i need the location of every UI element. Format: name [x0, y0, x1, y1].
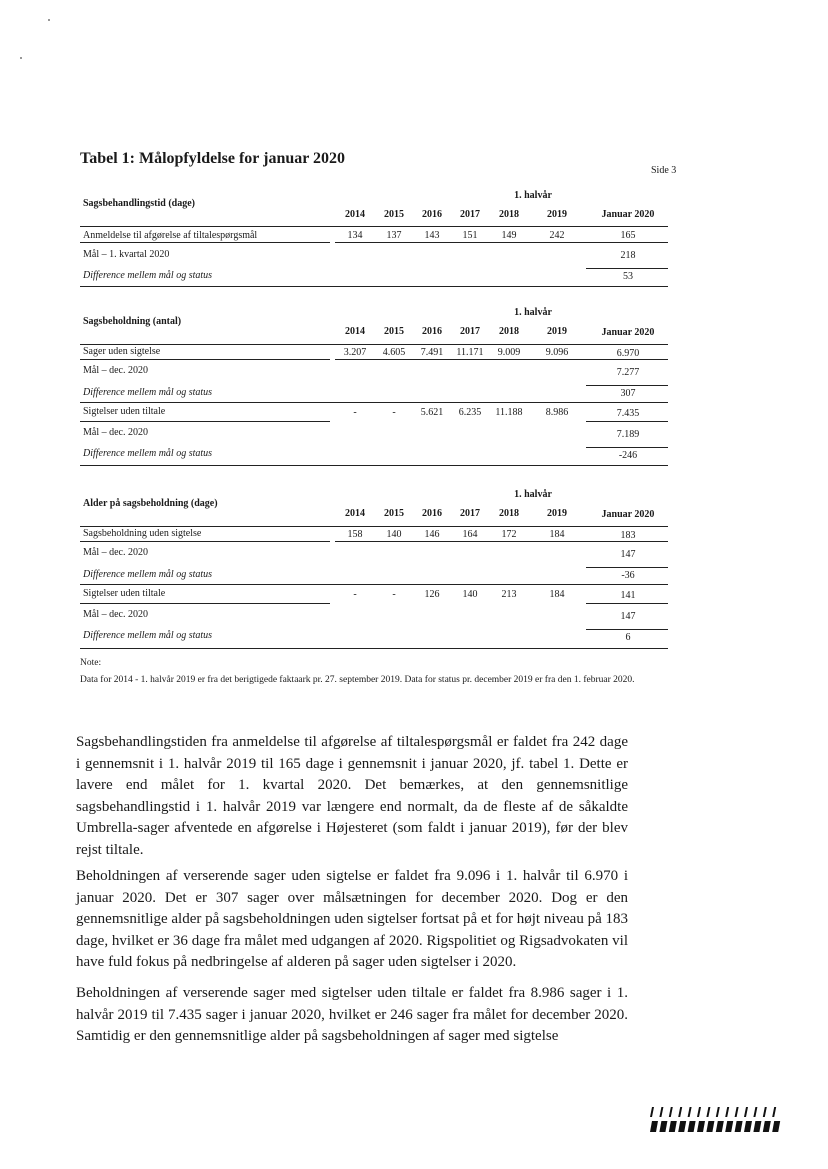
header-rule: [80, 344, 668, 345]
row-rule: [335, 541, 668, 542]
cell-january: 7.189: [616, 429, 640, 440]
header-rule: [80, 226, 668, 227]
barcode-stroke: [688, 1107, 692, 1117]
year-header-2018: 2018: [499, 326, 519, 337]
barcode-stroke: [744, 1121, 752, 1132]
row-label: Sagsbeholdning uden sigtelse: [83, 528, 202, 539]
barcode-stroke: [735, 1107, 739, 1117]
header-rule: [80, 526, 668, 527]
cell-value: 137: [386, 230, 402, 241]
row-rule: [586, 603, 668, 604]
year-header-2017: 2017: [460, 508, 480, 519]
cell-value: -: [353, 589, 357, 600]
cell-value: 158: [347, 529, 363, 540]
cell-january: 147: [620, 549, 636, 560]
row-rule: [80, 603, 330, 604]
cell-value: 9.009: [497, 347, 521, 358]
cell-january: 218: [620, 250, 636, 261]
year-header-2016: 2016: [422, 326, 442, 337]
barcode-stroke: [650, 1121, 658, 1132]
year-header-2015: 2015: [384, 326, 404, 337]
row-label: Mål – dec. 2020: [83, 547, 148, 558]
cell-value: 184: [549, 589, 565, 600]
barcode-stroke: [772, 1107, 776, 1117]
barcode-stroke: [763, 1107, 767, 1117]
row-label-difference: Difference mellem mål og status: [83, 270, 213, 281]
section-title: Sagsbehandlingstid (dage): [83, 198, 195, 209]
year-header-2016: 2016: [422, 209, 442, 220]
note-title: Note:: [80, 658, 102, 668]
year-header-2015: 2015: [384, 508, 404, 519]
note-text: Data for 2014 - 1. halvår 2019 er fra det berigtigede faktaark pr. 27. september 2019. Data for status pr. december 2019 er fra den 1. februar 2020.: [80, 675, 635, 685]
cell-value: -: [353, 407, 357, 418]
cell-january: 141: [620, 590, 636, 601]
cell-value: 4.605: [382, 347, 406, 358]
barcode-stroke: [678, 1121, 686, 1132]
section-title: Sagsbeholdning (antal): [83, 316, 182, 327]
row-label: Mål – dec. 2020: [83, 609, 148, 620]
row-rule: [335, 242, 668, 243]
scan-speck: [48, 19, 50, 21]
section-bottom-rule: [80, 465, 668, 466]
cell-value: -: [392, 589, 396, 600]
cell-value: 134: [347, 230, 363, 241]
row-rule: [335, 359, 668, 360]
cell-value: 151: [462, 230, 478, 241]
barcode-stroke: [725, 1121, 733, 1132]
cell-value: 126: [424, 589, 440, 600]
row-label: Mål – 1. kvartal 2020: [83, 249, 170, 260]
row-label-difference: Difference mellem mål og status: [83, 569, 213, 580]
barcode-stroke: [706, 1107, 710, 1117]
cell-value: 8.986: [545, 407, 569, 418]
barcode-stroke: [659, 1107, 663, 1117]
barcode-stroke: [744, 1107, 748, 1117]
barcode-stroke: [659, 1121, 667, 1132]
barcode-stroke: [669, 1121, 677, 1132]
january-header: Januar 2020: [601, 327, 655, 338]
cell-value: -: [392, 407, 396, 418]
row-label: Sigtelser uden tiltale: [83, 588, 166, 599]
half-year-header-top: 1. halvår: [514, 307, 552, 318]
year-header-2017: 2017: [460, 209, 480, 220]
barcode-stroke: [650, 1107, 654, 1117]
half-year-header-top: 1. halvår: [514, 489, 552, 500]
cell-value: 149: [501, 230, 517, 241]
barcode-stroke: [706, 1121, 714, 1132]
sum-rule: [586, 447, 668, 448]
barcode-stroke: [697, 1121, 705, 1132]
body-paragraph: Beholdningen af verserende sager med sigtelser uden tiltale er faldet fra 8.986 sager i 1. halvår 2019 til 7.435 sager i januar 2020, hvilket er 246 sager fra målet for december 2020. Samtidig er den gennemsnitlige alder på sagsbeholdningen af sager med sigtelse: [76, 985, 628, 1044]
barcode-stroke: [763, 1121, 771, 1132]
barcode-mark: [648, 1105, 782, 1133]
page-number: Side 3: [651, 165, 677, 176]
row-label-difference: Difference mellem mål og status: [83, 387, 213, 398]
table-title: Tabel 1: Målopfyldelse for januar 2020: [80, 150, 346, 167]
barcode-stroke: [772, 1121, 780, 1132]
barcode-stroke: [725, 1107, 729, 1117]
body-paragraph: Sagsbehandlingstiden fra anmeldelse til afgørelse af tiltalespørgsmål er faldet fra 242 dage i gennemsnit i 1. halvår 2019 til 165 dage i gennemsnit i januar 2020, jf. tabel 1. Dette er lavere end målet for 1. kvartal 2020. Det bemærkes, at den gennemsnitlige sagsbehandlingstid i 1. halvår 2019 var længere end normalt, da de fleste af de såkaldte Umbrella-sager afventede en afgørelse i Højesteret (som faldt i januar 2019), før der blev rejst tiltale.: [76, 734, 628, 858]
cell-value: 164: [462, 529, 478, 540]
cell-value: 140: [462, 589, 478, 600]
row-label-difference: Difference mellem mål og status: [83, 630, 213, 641]
cell-value: 9.096: [545, 347, 569, 358]
cell-value: 3.207: [343, 347, 367, 358]
year-header-2016: 2016: [422, 508, 442, 519]
table-section-processing-time: [80, 190, 668, 295]
row-label: Mål – dec. 2020: [83, 427, 148, 438]
year-header-2015: 2015: [384, 209, 404, 220]
cell-january: -36: [621, 570, 635, 581]
cell-january: 165: [620, 230, 636, 241]
cell-january: 6: [625, 632, 631, 643]
year-header-2014: 2014: [345, 326, 365, 337]
section-title: Alder på sagsbeholdning (dage): [83, 498, 218, 509]
half-year-header-top: 1. halvår: [514, 190, 552, 201]
barcode-stroke: [697, 1107, 701, 1117]
table-section-case-age: [80, 489, 668, 654]
row-label: Mål – dec. 2020: [83, 365, 148, 376]
cell-january: 7.277: [616, 367, 640, 378]
year-header-2018: 2018: [499, 209, 519, 220]
barcode-stroke: [688, 1121, 696, 1132]
cell-value: 146: [424, 529, 440, 540]
year-header-2014: 2014: [345, 209, 365, 220]
section-bottom-rule: [80, 648, 668, 649]
january-header: Januar 2020: [601, 509, 655, 520]
cell-value: 11.171: [456, 347, 484, 358]
cell-value: 7.491: [420, 347, 444, 358]
cell-value: 184: [549, 529, 565, 540]
barcode-stroke: [716, 1107, 720, 1117]
row-label: Anmeldelse til afgørelse af tiltalespørgsmål: [83, 230, 258, 241]
half-year-header-bottom: 2019: [547, 209, 567, 220]
row-label: Sager uden sigtelse: [83, 346, 161, 357]
year-header-2018: 2018: [499, 508, 519, 519]
half-year-header-bottom: 2019: [547, 326, 567, 337]
year-header-2017: 2017: [460, 326, 480, 337]
cell-value: 143: [424, 230, 440, 241]
january-header: Januar 2020: [601, 209, 655, 220]
barcode-stroke: [669, 1107, 673, 1117]
cell-january: 307: [620, 388, 636, 399]
row-label-difference: Difference mellem mål og status: [83, 448, 213, 459]
body-paragraph: Beholdningen af verserende sager uden sigtelse er faldet fra 9.096 i 1. halvår til 6.970 i januar 2020. Det er 307 sager over målsætningen for december 2020. Dog er den gennemsnitlige alder på sagsbeholdningen uden sigtelser fortsat på et for højt niveau på 183 dage, hvilket er 36 dage fra målet med udgangen af 2020. Rigspolitiet og Rigsadvokaten vil have fuld fokus på nedbringelse af alderen på sager uden sigtelser i 2020.: [76, 868, 628, 970]
cell-january: 147: [620, 611, 636, 622]
cell-value: 11.188: [495, 407, 523, 418]
cell-january: 6.970: [616, 348, 640, 359]
table-section-case-holdings: [80, 307, 668, 472]
sum-rule: [586, 385, 668, 386]
sum-rule: [586, 567, 668, 568]
barcode-stroke: [753, 1107, 757, 1117]
barcode-stroke: [735, 1121, 743, 1132]
barcode-stroke: [753, 1121, 761, 1132]
cell-value: 172: [501, 529, 517, 540]
year-header-2014: 2014: [345, 508, 365, 519]
row-rule: [80, 541, 330, 542]
section-bottom-rule: [80, 286, 668, 287]
cell-value: 213: [501, 589, 517, 600]
row-rule: [80, 242, 330, 243]
sum-rule: [586, 629, 668, 630]
row-rule: [80, 402, 668, 403]
cell-value: 242: [549, 230, 565, 241]
scan-speck: [20, 57, 22, 59]
row-rule: [586, 421, 668, 422]
barcode-stroke: [716, 1121, 724, 1132]
cell-january: 53: [623, 271, 633, 282]
row-label: Sigtelser uden tiltale: [83, 406, 166, 417]
cell-value: 140: [386, 529, 402, 540]
row-rule: [80, 359, 330, 360]
cell-january: -246: [618, 450, 638, 461]
cell-january: 7.435: [616, 408, 640, 419]
row-rule: [80, 584, 668, 585]
sum-rule: [586, 268, 668, 269]
cell-january: 183: [620, 530, 636, 541]
cell-value: 6.235: [458, 407, 482, 418]
row-rule: [80, 421, 330, 422]
barcode-stroke: [678, 1107, 682, 1117]
table-note: [80, 655, 670, 689]
cell-value: 5.621: [420, 407, 444, 418]
half-year-header-bottom: 2019: [547, 508, 567, 519]
